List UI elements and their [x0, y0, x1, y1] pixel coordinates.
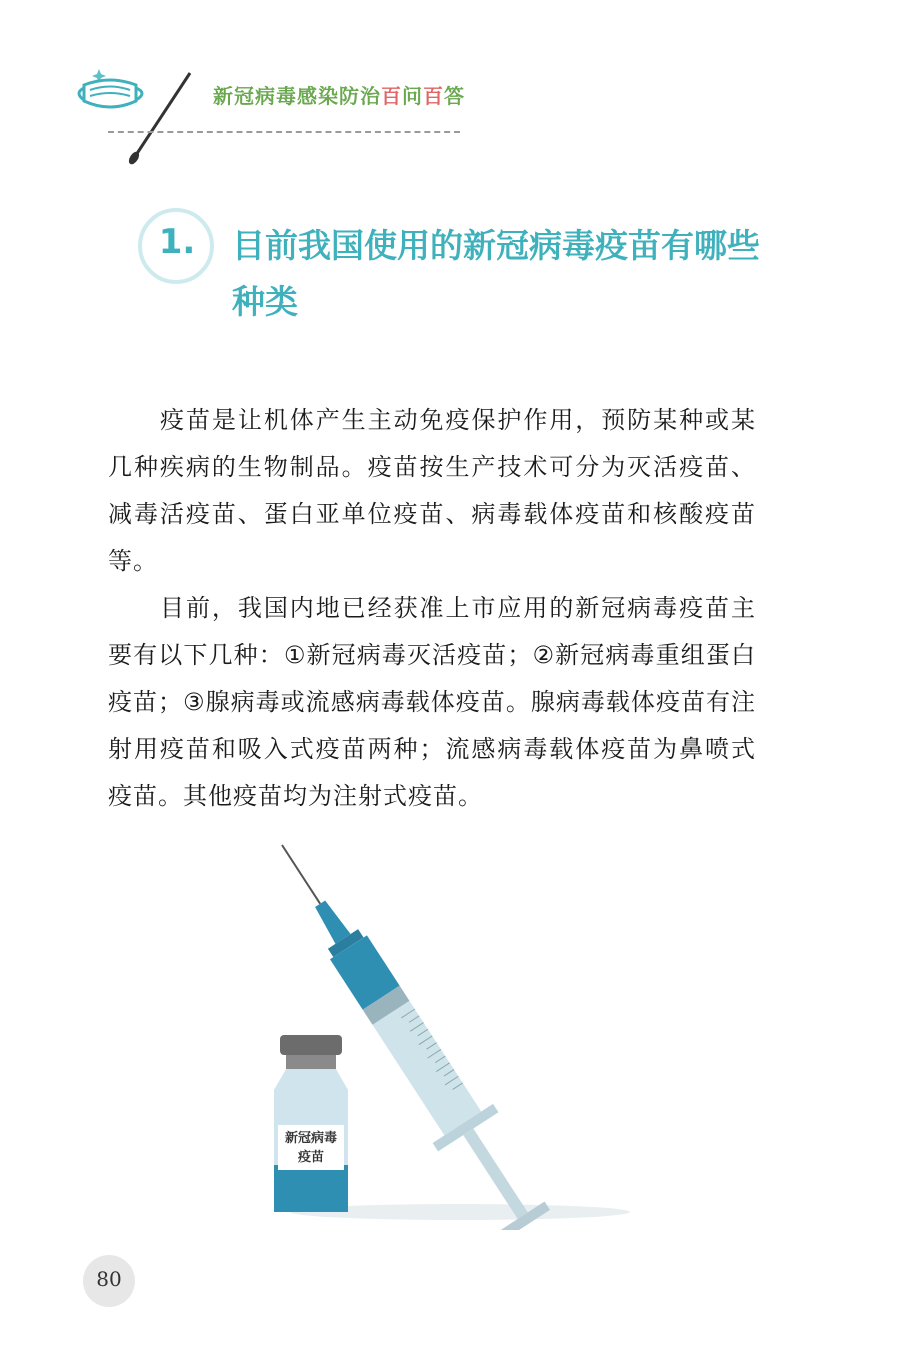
book-title-part4: 百 — [423, 84, 444, 108]
page-number: 80 — [96, 1267, 122, 1291]
book-title-part1: 新冠病毒感染防治 — [213, 84, 381, 108]
vaccine-illustration — [230, 840, 650, 1230]
vial-label-line1: 新冠病毒 — [284, 1131, 338, 1146]
answer-paragraph: 疫苗是让机体产生主动免疫保护作用，预防某种或某几种疾病的生物制品。疫苗按生产技术可分为灭活疫苗、减毒活疫苗、蛋白亚单位疫苗、病毒载体疫苗和核酸疫苗等。 — [108, 406, 756, 575]
answer-body — [108, 397, 756, 820]
book-title-part2: 百 — [381, 84, 402, 108]
question-number: 1. — [158, 222, 196, 262]
vaccine-vial-icon — [274, 1035, 348, 1212]
answer-paragraph: 目前，我国内地已经获准上市应用的新冠病毒疫苗主要有以下几种：①新冠病毒灭活疫苗；②新冠病毒重组蛋白疫苗；③腺病毒或流感病毒载体疫苗。腺病毒载体疫苗有注射用疫苗和吸入式疫苗两种；流感病毒载体疫苗为鼻喷式疫苗。其他疫苗均为注射式疫苗。 — [108, 594, 756, 810]
book-title-part3: 问 — [402, 84, 423, 108]
book-title-part5: 答 — [444, 84, 465, 108]
book-title — [213, 80, 465, 109]
page-header — [0, 0, 900, 180]
header-divider — [108, 131, 460, 133]
vial-label-line2: 疫苗 — [297, 1150, 325, 1165]
mask-and-swab-icon — [70, 55, 210, 175]
question-title: 目前我国使用的新冠病毒疫苗有哪些种类 — [232, 226, 760, 321]
